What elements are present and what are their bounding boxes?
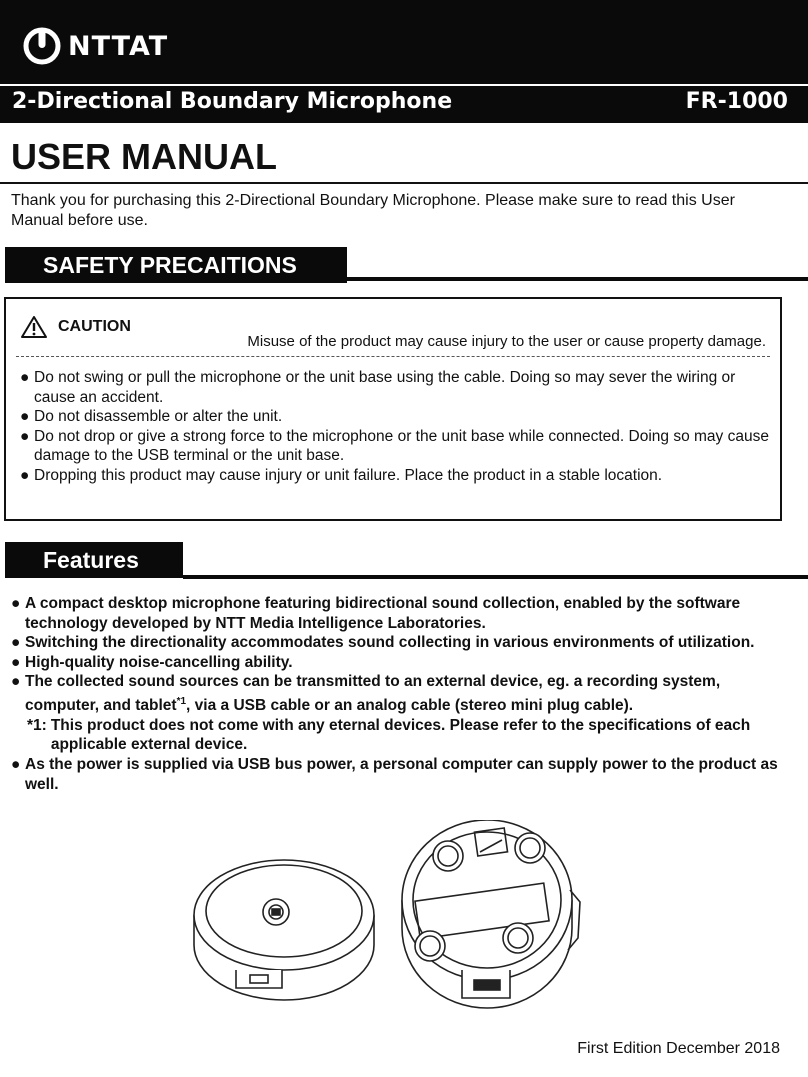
footnote [11, 716, 791, 755]
list-item [11, 755, 791, 794]
microphone-bottom-view [402, 820, 580, 1008]
list-item-text: A compact desktop microphone featuring bidirectional sound collection, enabled by the software technology developed by NTT Media Intelligence Laboratories. [25, 595, 741, 632]
footnote-mark: *1: [27, 716, 47, 734]
bullet: ● [20, 408, 30, 425]
list-item-text: Dropping this product may cause injury or unit failure. Place the product in a stable location. [34, 466, 663, 484]
list-item-text: High-quality noise-cancelling ability. [25, 653, 293, 671]
bullet: ● [20, 466, 30, 484]
list-item [11, 653, 791, 673]
intro-text: Thank you for purchasing this 2-Directional Boundary Microphone. Please make sure to read this User Manual before use. [11, 192, 735, 229]
safety-heading: SAFETY PRECAITIONS [5, 247, 347, 283]
list-item-text: As the power is supplied via USB bus power, a personal computer can supply power to the product as well. [25, 755, 778, 793]
list-item-text: Do not swing or pull the microphone or the unit base using the cable. Doing so may sever the wiring or cause an accident. [34, 369, 736, 406]
product-name: 2-Directional Boundary Microphone [12, 89, 453, 114]
model-number: FR-1000 [685, 89, 788, 114]
list-item [11, 594, 791, 633]
title-rule [0, 182, 808, 184]
list-item [11, 633, 791, 653]
features-list [11, 594, 791, 794]
page-title: USER MANUAL [11, 136, 277, 177]
bullet: ● [11, 755, 21, 773]
footnote-text: This product does not come with any eternal devices. Please refer to the specifications of each applicable external device. [50, 716, 751, 754]
list-item-text: Do not disassemble or alter the unit. [34, 408, 283, 425]
warning-icon [20, 315, 48, 339]
list-item-text-part: , via a USB cable or an analog cable (stereo mini plug cable). [186, 697, 634, 715]
edition-note: First Edition December 2018 [577, 1040, 780, 1057]
bullet: ● [11, 653, 21, 671]
footnote-ref: *1 [176, 695, 187, 707]
caution-title [20, 315, 131, 339]
list-item-text [25, 672, 791, 715]
list-item [20, 427, 770, 466]
caution-box [4, 297, 782, 521]
header-bar [0, 0, 808, 123]
list-item [11, 672, 791, 715]
brand-name: NTTAT [68, 30, 169, 62]
bullet: ● [11, 595, 21, 612]
bullet: ● [20, 427, 30, 445]
features-section-header [0, 542, 808, 578]
features-heading: Features [5, 542, 183, 578]
brand-logo [22, 24, 168, 68]
list-item-text: Switching the directionality accommodates sound collecting in various environments of utilization. [25, 634, 755, 652]
list-item [20, 466, 770, 486]
section-rule [183, 575, 808, 579]
section-rule [347, 277, 808, 281]
list-item-text: Do not drop or give a strong force to the microphone or the unit base while connected. Doing so may cause damage to the USB terminal or the unit base. [34, 427, 769, 464]
product-illustration [180, 820, 590, 1010]
bullet: ● [11, 634, 21, 652]
header-divider [0, 84, 808, 86]
dashed-divider [16, 356, 770, 357]
ntt-logo-icon [22, 26, 62, 66]
caution-note: Misuse of the product may cause injury to the user or cause property damage. [247, 333, 766, 350]
list-item [20, 368, 770, 407]
caution-list [20, 368, 770, 485]
bullet: ● [20, 369, 30, 386]
safety-section-header [0, 247, 808, 283]
microphone-top-view [194, 860, 374, 1000]
list-item [20, 407, 770, 427]
caution-label: CAUTION [58, 318, 131, 335]
bullet: ● [11, 673, 21, 691]
list-item-text-part: The collected sound sources can be transmitted to an external device, eg. a recording system, computer, and tablet [25, 673, 721, 715]
